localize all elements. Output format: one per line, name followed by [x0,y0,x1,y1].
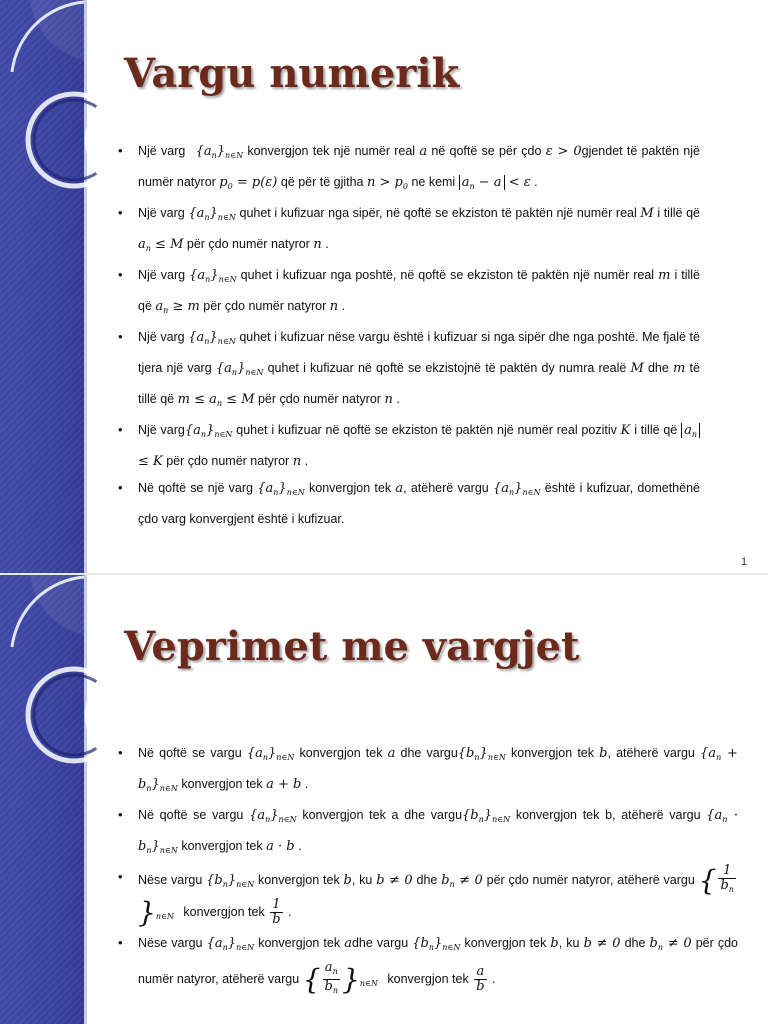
text: Një varg [138,423,185,437]
text: dhe [647,361,669,375]
text: dhe vargu [351,936,409,950]
text: konvergjon tek [464,936,547,950]
text: dhe [624,936,646,950]
text: Në qoftë se vargu [138,746,242,760]
text: konvergjon tek a dhe vargu [302,808,463,822]
text: konvergjon tek [309,481,392,495]
text: quhet i kufizuar nëse vargu është i kufizuar si nga sipër dhe nga poshtë. Me fjalë të tjera një varg [138,330,700,375]
math: {a [195,144,212,159]
text: konvergjon tek [387,972,469,986]
text: quhet i kufizuar nga sipër, në qoftë se ekziston të paktën një numër real [239,206,637,220]
text: për çdo numër natyror [186,237,310,251]
text: ne kemi [411,175,456,189]
text: quhet i kufizuar në qoftë se ekzistojnë të paktën dy numra realë [267,361,627,375]
text: i tillë që [657,206,700,220]
text: është i kufizuar, domethënë çdo varg konvergjent është i kufizuar. [138,481,700,526]
bullet-bounded-abs: • Një $varg\{a_n\}_{n\in N}$ quhet i kufizuar në qoftë se ekziston të paktën një numër real pozitiv K i tillë që $a_n \le K$ për çdo numër natyror n . [118,417,700,475]
text: dhe vargu [400,746,458,760]
text: konvergjon tek [181,839,263,853]
text: Një varg [138,144,186,158]
text: konvergjon tek [258,936,341,950]
text: Një varg [138,268,186,282]
text: për çdo numër natyror [257,392,381,406]
text: konvergjon tek b, atëherë vargu [515,808,701,822]
text: Një varg [138,206,185,220]
text: , atëherë vargu [403,481,489,495]
text: Në qoftë se vargu [138,808,244,822]
text: i tillë që [138,268,700,313]
text: quhet i kufizuar në qoftë se ekziston të paktën një numër real pozitiv [236,423,617,437]
text: konvergjon tek [183,905,265,919]
bullet-bounded: • Një varg $\{a_n\}_{n\in N}$ quhet i kufizuar nëse vargu është i kufizuar si nga sipër dhe nga poshtë. Me fjalë të tjera një varg $\{a_n\}_{n\in N}$ quhet i kufizuar në qoftë se ekzistojnë të paktën dy numra realë M dhe m të tillë që $m \le a_n \le M$ për çdo numër natyror n . [118,324,700,417]
text: i tillë që [634,423,678,437]
text: konvergjon tek [511,746,594,760]
text: gjendet të paktën një numër natyror [138,144,700,189]
text: për çdo numër natyror [166,454,290,468]
text: konvergjon tek [299,746,383,760]
text: konvergjon tek një numër real [247,144,416,158]
bullet-sum: • Në qoftë se vargu $\{a_n\}_{n\in N}$ konvergjon tek a dhe $vargu\{b_n\}_{n\in N}$ konvergjon tek b, atëherë vargu $\{a_n + b_n\}_{n\in N}$ konvergjon tek a + b . [118,740,738,802]
text: Nëse vargu [138,936,203,950]
bullet-convergence: • Një varg $\{a_n\}_{n\in N}$ konvergjon tek një numër real a në qoftë se për çdo ε > 0gjendet të paktën një numër natyror $p_0 = p(\varepsilon)$ që për të gjitha $n > p_0$ ne kemi $a_n - a < \varepsilon$ . [118,138,700,200]
math: m [658,268,671,283]
math: a [419,144,428,159]
definitions-list [118,138,700,532]
text: të tillë që [138,361,700,406]
bullet-bounded-below: • Një varg $\{a_n\}_{n\in N}$ quhet i kufizuar nga poshtë, në qoftë se ekziston të paktën një numër real m i tillë që $a_n \ge m$ për çdo numër natyror n . [118,262,700,324]
text: që për të gjitha [280,175,364,189]
text: , ku [351,873,373,887]
bullet-product: • Në qoftë se vargu $\{a_n\}_{n\in N}$ konvergjon tek a dhe $vargu\{b_n\}_{n\in N}$ konvergjon tek b, atëherë vargu $\{a_n \cdot b_n\}_{n\in N}$ konvergjon tek a · b . [118,802,738,864]
slide-title: Vargu numerik [124,50,460,97]
text: , atëherë vargu [607,746,695,760]
bullet-convergent-bounded: • Në qoftë se një varg $\{a_n\}_{n\in N}$ konvergjon tek a, atëherë vargu $\{a_n\}_{n\in N}$ është i kufizuar, domethënë çdo varg konvergjent është i kufizuar. [118,475,700,532]
math: M [640,206,654,221]
page-number: 1 [741,556,748,568]
text: , ku [558,936,580,950]
text: konvergjon tek [181,777,263,791]
text: Nëse vargu [138,873,203,887]
text: në qoftë se për çdo [431,144,542,158]
text: konvergjon tek [258,873,340,887]
text: për çdo numër natyror, atëherë vargu [138,936,739,986]
text: quhet i kufizuar nga poshtë, në qoftë se ekziston të paktën një numër real [240,268,655,282]
text: Në qoftë se një varg [138,481,253,495]
bullet-reciprocal: • Nëse vargu $\{b_n\}_{n\in N}$ konvergjon tek b, ku b ≠ 0 dhe $b_n \ne 0$ për çdo numër natyror, atëherë vargu { $\frac{1}{b_n}$ }$_{n\in N}$ konvergjon tek $\frac{1}{b}$ . [118,864,738,930]
bullet-bounded-above: • Një varg $\{a_n\}_{n\in N}$ quhet i kufizuar nga sipër, në qoftë se ekziston të paktën një numër real M i tillë që $a_n \le M$ për çdo numër natyror n . [118,200,700,262]
text: dhe [416,873,438,887]
text: Një varg [138,330,185,344]
bullet-quotient: • Nëse vargu $\{a_n\}_{n\in N}$ konvergjon tek adhe vargu $\{b_n\}_{n\in N}$ konvergjon tek b, ku b ≠ 0 dhe $b_n \ne 0$ për çdo numër natyror, atëherë vargu { $\frac{a_n}{b_n}$ }$_{n\in N}$ konvergjon tek $\frac{a}{b}$ . [118,930,738,998]
operations-list [118,740,738,998]
text: për çdo numër natyror [203,299,327,313]
text: për çdo numër natyror, atëherë vargu [486,873,695,887]
slide-title: Veprimet me vargjet [124,623,580,670]
math: ε > 0 [545,144,582,159]
